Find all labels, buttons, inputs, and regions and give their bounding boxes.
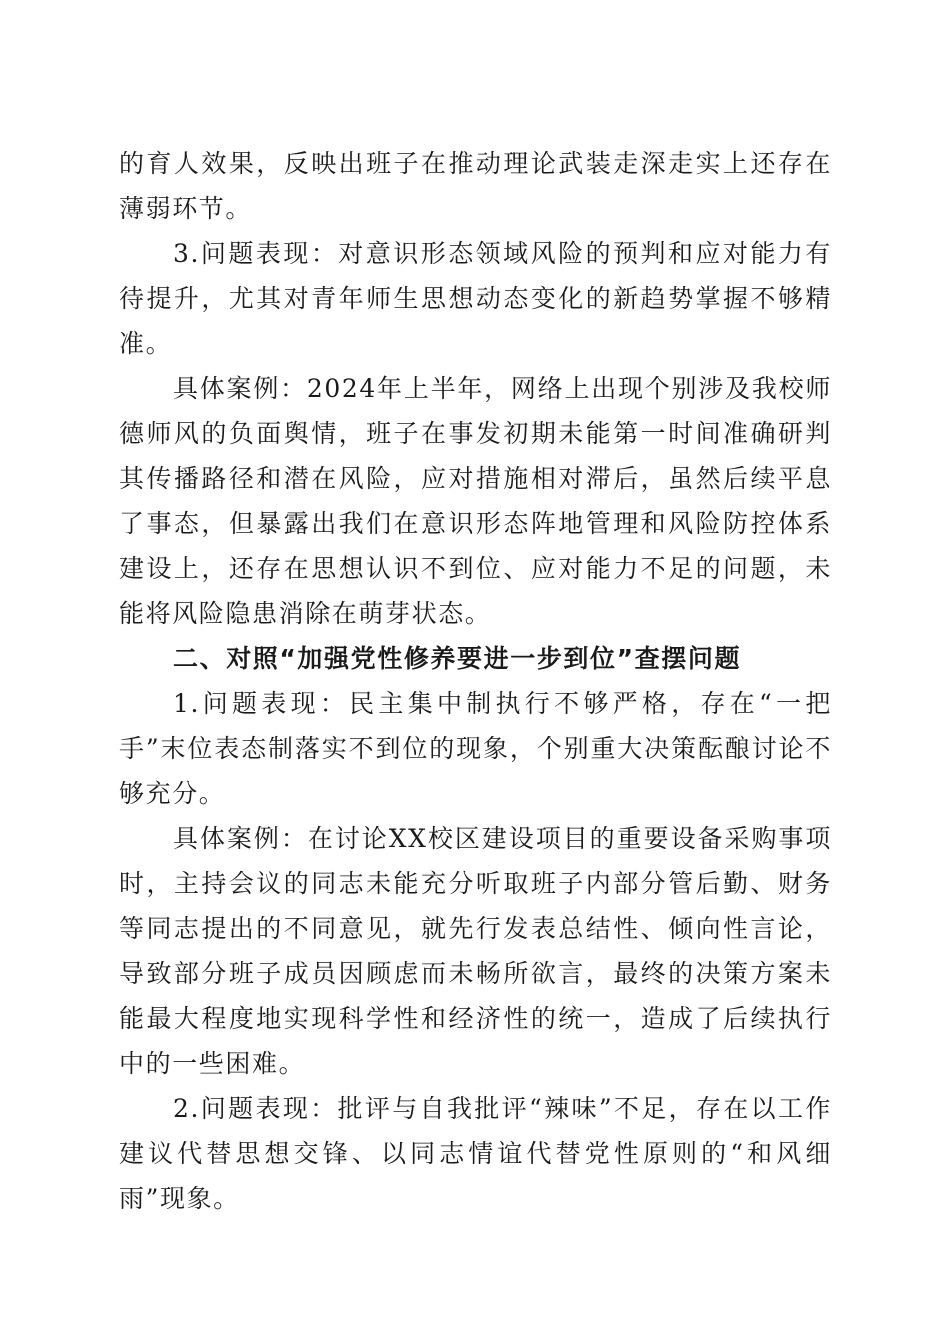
section-heading-2: 二、对照“加强党性修养要进一步到位”查摆问题 bbox=[173, 644, 742, 673]
paragraph-case-1: 具体案例：在讨论XX校区建设项目的重要设备采购事项时，主持会议的同志未能充分听取班子内部分管后勤、财务等同志提出的不同意见，就先行发表总结性、倾向性言论，导致部分班子成员因顾虑而未畅所欲言，最终的决策方案未能最大程度地实现科学性和经济性的统一，造成了后续执行中的一些困难。 bbox=[119, 824, 832, 1078]
paragraph-issue-1: 1.问题表现：民主集中制执行不够严格，存在“一把手”末位表态制落实不到位的现象，个别重大决策酝酿讨论不够充分。 bbox=[119, 689, 832, 808]
paragraph-continuation: 的育人效果，反映出班子在推动理论武装走深走实上还存在薄弱环节。 bbox=[119, 149, 832, 223]
paragraph-case-3: 具体案例：2024年上半年，网络上出现个别涉及我校师德师风的负面舆情，班子在事发初期未能第一时间准确研判其传播路径和潜在风险，应对措施相对滞后，虽然后续平息了事态，但暴露出我们在意识形态阵地管理和风险防控体系建设上，还存在思想认识不到位、应对能力不足的问题，未能将风险隐患消除在萌芽状态。 bbox=[119, 374, 832, 628]
paragraph-issue-3: 3.问题表现：对意识形态领域风险的预判和应对能力有待提升，尤其对青年师生思想动态变化的新趋势掌握不够精准。 bbox=[119, 239, 832, 358]
document-body bbox=[119, 141, 832, 1221]
paragraph-issue-2: 2.问题表现：批评与自我批评“辣味”不足，存在以工作建议代替思想交锋、以同志情谊代替党性原则的“和风细雨”现象。 bbox=[119, 1094, 832, 1213]
